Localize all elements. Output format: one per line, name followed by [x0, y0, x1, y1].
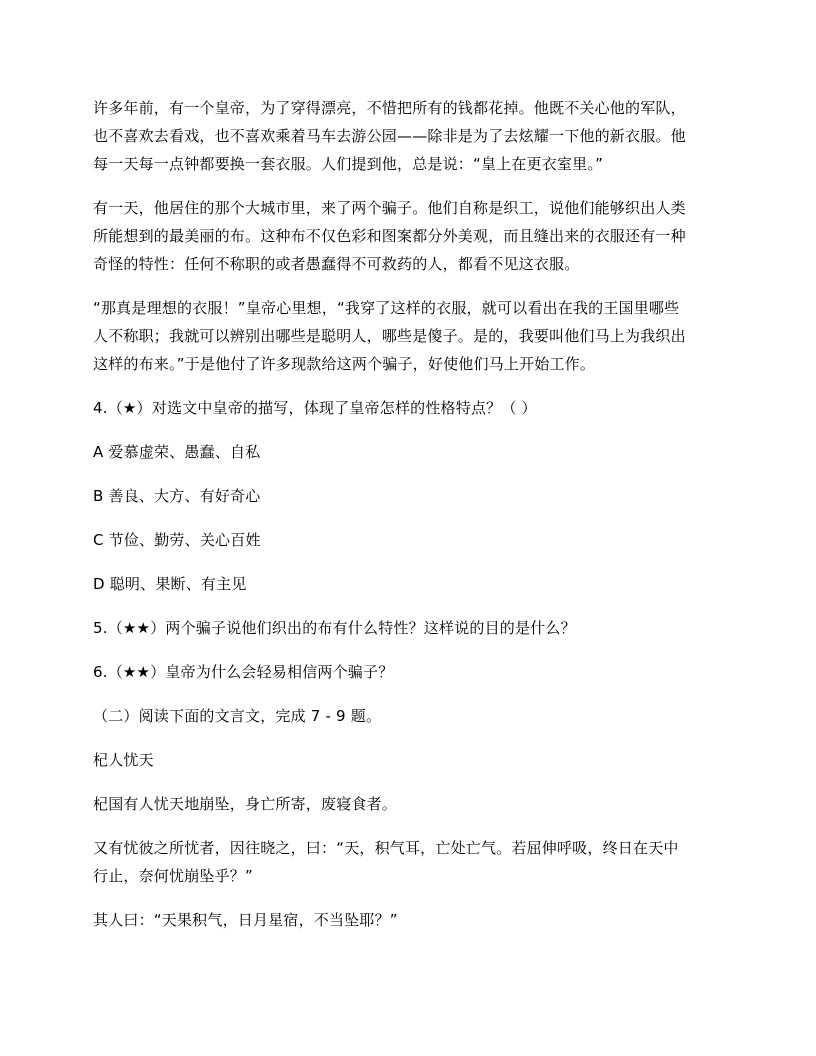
- passage-paragraph-1: [93, 94, 723, 178]
- question-6: 6.（★★）皇帝为什么会轻易相信两个骗子？: [93, 663, 394, 681]
- text-line: 奇怪的特性：任何不称职的或者愚蠢得不可救药的人，都看不见这衣服。: [93, 255, 580, 273]
- passage-paragraph-2: [93, 194, 723, 278]
- text-line: 这样的布来。”于是他付了许多现款给这两个骗子，好使他们马上开始工作。: [93, 355, 596, 373]
- text-line: 人不称职；我就可以辨别出哪些是聪明人，哪些是傻子。是的，我要叫他们马上为我织出: [93, 327, 686, 345]
- question-5: 5.（★★）两个骗子说他们织出的布有什么特性？这样说的目的是什么？: [93, 619, 576, 637]
- question-4-option-a: A 爱慕虚荣、愚蠢、自私: [93, 443, 261, 461]
- section-2-paragraph-1: 杞国有人忧天地崩坠，身亡所寄，废寝食者。: [93, 795, 398, 813]
- passage-paragraph-3: [93, 294, 723, 378]
- text-line: 有一天，他居住的那个大城市里，来了两个骗子。他们自称是织工，说他们能够织出人类: [93, 199, 686, 217]
- question-4-option-c: C 节俭、勤劳、关心百姓: [93, 531, 261, 549]
- text-line: 每一天每一点钟都要换一套衣服。人们提到他，总是说：“皇上在更衣室里。”: [93, 155, 604, 173]
- section-2-title: 杞人忧天: [93, 751, 154, 769]
- text-line: 又有忧彼之所忧者，因往晓之，曰：“天，积气耳，亡处亡气。若屈伸呼吸，终日在天中: [93, 839, 679, 857]
- question-4-option-b: B 善良、大方、有好奇心: [93, 487, 261, 505]
- section-2-heading: （二）阅读下面的文言文，完成 7 - 9 题。: [93, 707, 382, 725]
- question-4: 4.（★）对选文中皇帝的描写，体现了皇帝怎样的性格特点？（ ）: [93, 399, 537, 417]
- text-line: 所能想到的最美丽的布。这种布不仅色彩和图案都分外美观，而且缝出来的衣服还有一种: [93, 227, 686, 245]
- section-2-paragraph-2: [93, 834, 723, 890]
- question-4-option-d: D 聪明、果断、有主见: [93, 575, 247, 593]
- text-line: 许多年前，有一个皇帝，为了穿得漂亮，不惜把所有的钱都花掉。他既不关心他的军队，: [93, 99, 686, 117]
- text-line: 行止，奈何忧崩坠乎？”: [93, 867, 253, 885]
- document-content: [93, 94, 723, 934]
- text-line: 也不喜欢去看戏，也不喜欢乘着马车去游公园——除非是为了去炫耀一下他的新衣服。他: [93, 127, 686, 145]
- section-2-paragraph-3: 其人曰：“天果积气，日月星宿，不当坠耶？”: [93, 911, 398, 929]
- text-line: “那真是理想的衣服！”皇帝心里想，“我穿了这样的衣服，就可以看出在我的王国里哪些: [93, 299, 680, 317]
